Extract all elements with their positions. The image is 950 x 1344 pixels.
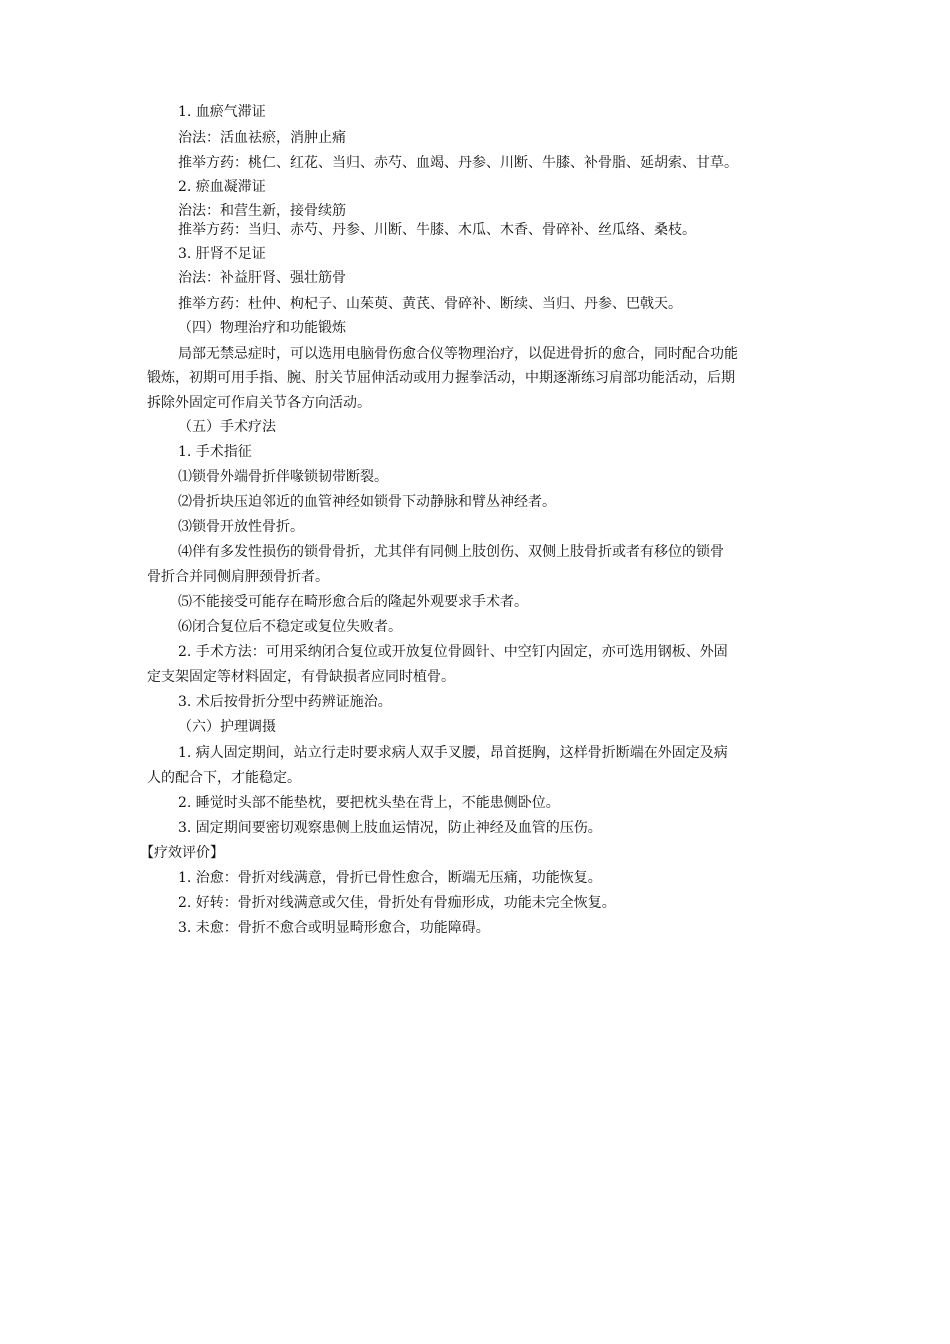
surgical-method-line-continued: 定支架固定等材料固定，有骨缺损者应同时植骨。 (147, 669, 455, 685)
surgical-method-line: 2. 手术方法：可用采纳闭合复位或开放复位骨圆针、中空钉内固定，亦可选用钢板、外固 (178, 644, 728, 660)
treatment-method-line: 治法：活血祛瘀，消肿止痛 (178, 130, 346, 146)
indication-item-continued: 骨折合并同侧肩胛颈骨折者。 (147, 569, 329, 585)
heading-blood-stasis-qi-stagnation: 1. 血瘀气滞证 (178, 104, 266, 120)
heading-blood-stasis-congealing: 2. 瘀血凝滞证 (178, 179, 266, 195)
section-heading-nursing-care: （六）护理调摄 (178, 719, 276, 735)
indication-item: ⑴锁骨外端骨折伴喙锁韧带断裂。 (178, 469, 388, 485)
treatment-method-line: 治法：补益肝肾、强壮筋骨 (178, 270, 346, 286)
treatment-method-line: 治法：和营生新，接骨续筋 (178, 203, 346, 219)
recommended-prescription-line: 推举方药：杜仲、枸杞子、山茱萸、黄芪、骨碎补、断续、当归、丹参、巴戟天。 (178, 296, 682, 312)
efficacy-item: 1. 治愈：骨折对线满意，骨折已骨性愈合，断端无压痛，功能恢复。 (178, 870, 602, 886)
nursing-item: 1. 病人固定期间，站立行走时要求病人双手叉腰，昂首挺胸，这样骨折断端在外固定及病 (178, 745, 728, 761)
section-heading-efficacy-evaluation: 【疗效评价】 (140, 845, 224, 861)
nursing-item: 2. 睡觉时头部不能垫枕，要把枕头垫在背上，不能患侧卧位。 (178, 795, 560, 811)
recommended-prescription-line: 推举方药：当归、赤芍、丹参、川断、牛膝、木瓜、木香、骨碎补、丝瓜络、桑枝。 (178, 222, 696, 238)
indication-item: ⑸不能接受可能存在畸形愈合后的隆起外观要求手术者。 (178, 594, 528, 610)
indication-item: ⑶锁骨开放性骨折。 (178, 519, 304, 535)
recommended-prescription-line: 推举方药：桃仁、红花、当归、赤芍、血竭、丹参、川断、牛膝、补骨脂、延胡索、甘草。 (178, 155, 738, 171)
paragraph-line: 锻炼，初期可用手指、腕、肘关节屈伸活动或用力握拳活动，中期逐渐练习肩部功能活动，后期 (147, 370, 735, 386)
efficacy-item: 2. 好转：骨折对线满意或欠佳，骨折处有骨痂形成，功能未完全恢复。 (178, 895, 616, 911)
efficacy-item: 3. 未愈：骨折不愈合或明显畸形愈合，功能障碍。 (178, 920, 490, 936)
indication-item: ⑵骨折块压迫邻近的血管神经如锁骨下动静脉和臂丛神经者。 (178, 494, 556, 510)
nursing-item: 3. 固定期间要密切观察患侧上肢血运情况，防止神经及血管的压伤。 (178, 820, 602, 836)
indication-item: ⑷伴有多发性损伤的锁骨骨折，尤其伴有同侧上肢创伤、双侧上肢骨折或者有移位的锁骨 (178, 544, 724, 560)
section-heading-physical-therapy: （四）物理治疗和功能锻炼 (178, 320, 346, 336)
postoperative-line: 3. 术后按骨折分型中药辨证施治。 (178, 694, 392, 710)
subheading-surgical-indications: 1. 手术指征 (178, 444, 252, 460)
indication-item: ⑹闭合复位后不稳定或复位失败者。 (178, 619, 402, 635)
paragraph-line: 拆除外固定可作肩关节各方向活动。 (147, 395, 371, 411)
section-heading-surgical-therapy: （五）手术疗法 (178, 419, 276, 435)
nursing-item-continued: 人的配合下，才能稳定。 (147, 770, 301, 786)
paragraph-line: 局部无禁忌症时，可以选用电脑骨伤愈合仪等物理治疗，以促进骨折的愈合，同时配合功能 (178, 346, 738, 362)
heading-liver-kidney-deficiency: 3. 肝肾不足证 (178, 246, 266, 262)
